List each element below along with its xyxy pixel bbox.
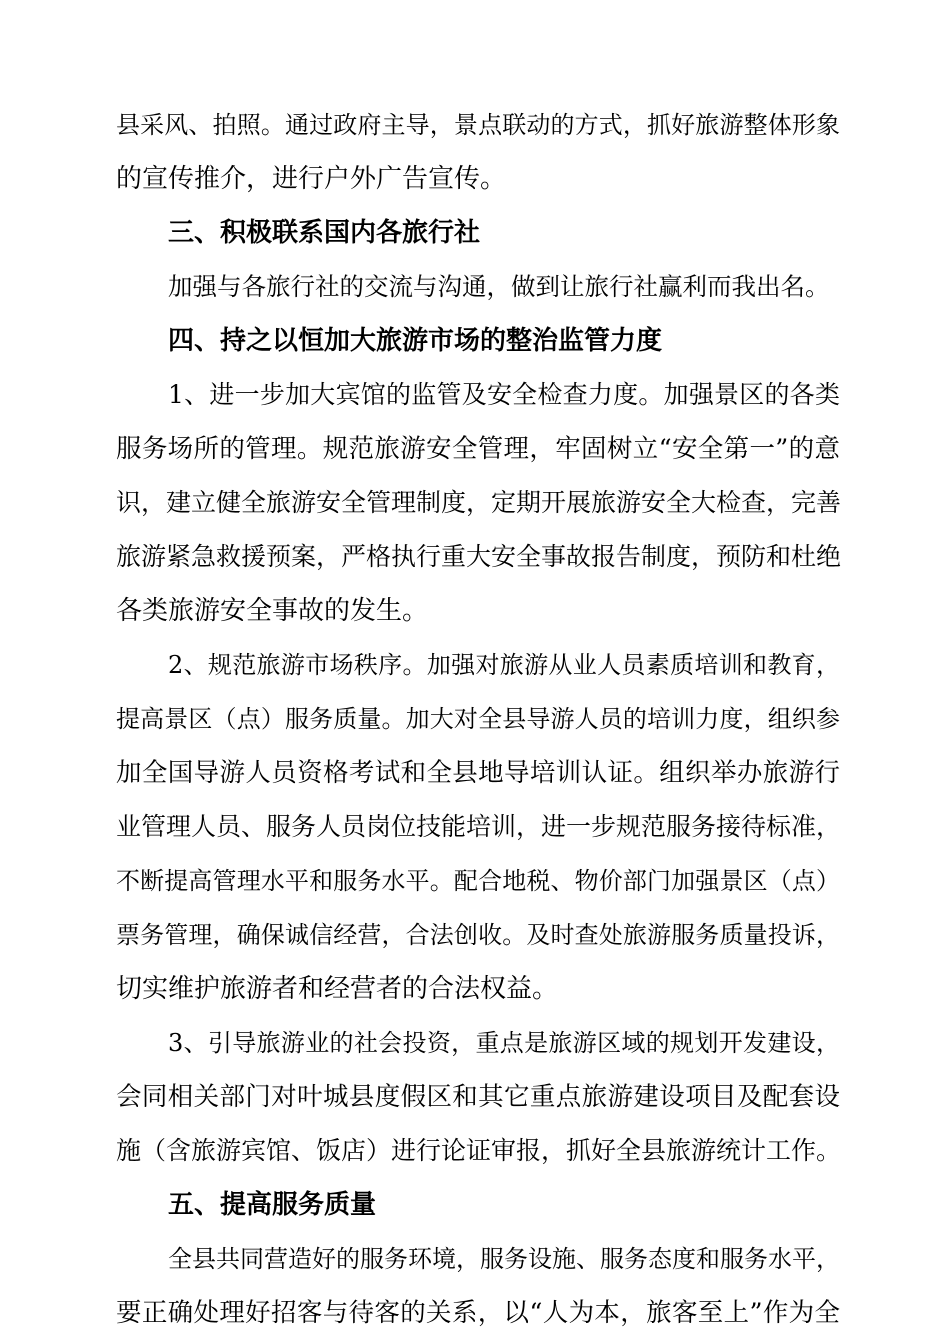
paragraph-line: 2、规范旅游市场秩序。加强对旅游从业人员素质培训和教育，	[168, 651, 840, 679]
section-heading: 三、积极联系国内各旅行社	[168, 218, 481, 248]
paragraph-line: 3、引导旅游业的社会投资，重点是旅游区域的规划开发建设，	[168, 1029, 840, 1057]
paragraph-line: 要正确处理好招客与待客的关系，以“人为本，旅客至上”作为全	[116, 1298, 840, 1328]
paragraph-line: 提高景区（点）服务质量。加大对全县导游人员的培训力度，组织参	[116, 705, 840, 733]
paragraph-line: 旅游紧急救援预案，严格执行重大安全事故报告制度，预防和杜绝	[116, 542, 842, 571]
paragraph-line: 切实维护旅游者和经营者的合法权益。	[116, 974, 559, 1004]
paragraph-line: 各类旅游安全事故的发生。	[116, 596, 429, 626]
paragraph-line: 识，建立健全旅游安全管理制度，定期开展旅游安全大检查，完善	[116, 488, 842, 517]
section-heading: 四、持之以恒加大旅游市场的整治监管力度	[168, 326, 663, 356]
paragraph-line: 业管理人员、服务人员岗位技能培训，进一步规范服务接待标准，	[116, 812, 842, 841]
section-heading: 五、提高服务质量	[168, 1190, 377, 1220]
paragraph-line: 加强与各旅行社的交流与沟通，做到让旅行社赢利而我出名。	[168, 272, 830, 301]
paragraph-line: 服务场所的管理。规范旅游安全管理，牢固树立“安全第一”的意	[116, 434, 840, 464]
paragraph-line: 1、进一步加大宾馆的监管及安全检查力度。加强景区的各类	[168, 380, 840, 409]
paragraph-line: 票务管理，确保诚信经营，合法创收。及时查处旅游服务质量投诉，	[116, 921, 840, 949]
paragraph-line: 不断提高管理水平和服务水平。配合地税、物价部门加强景区（点）	[116, 867, 840, 895]
paragraph-line: 加全国导游人员资格考试和全县地导培训认证。组织举办旅游行	[116, 758, 840, 788]
paragraph-line: 的宣传推介，进行户外广告宣传。	[116, 164, 507, 194]
paragraph-line: 县采风、拍照。通过政府主导，景点联动的方式，抓好旅游整体形象	[116, 111, 840, 139]
paragraph-line: 全县共同营造好的服务环境，服务设施、服务态度和服务水平，	[168, 1245, 840, 1273]
document-page	[116, 98, 840, 1340]
paragraph-line: 会同相关部门对叶城县度假区和其它重点旅游建设项目及配套设	[116, 1082, 840, 1112]
paragraph-line: 施（含旅游宾馆、饭店）进行论证审报，抓好全县旅游统计工作。	[116, 1136, 842, 1165]
